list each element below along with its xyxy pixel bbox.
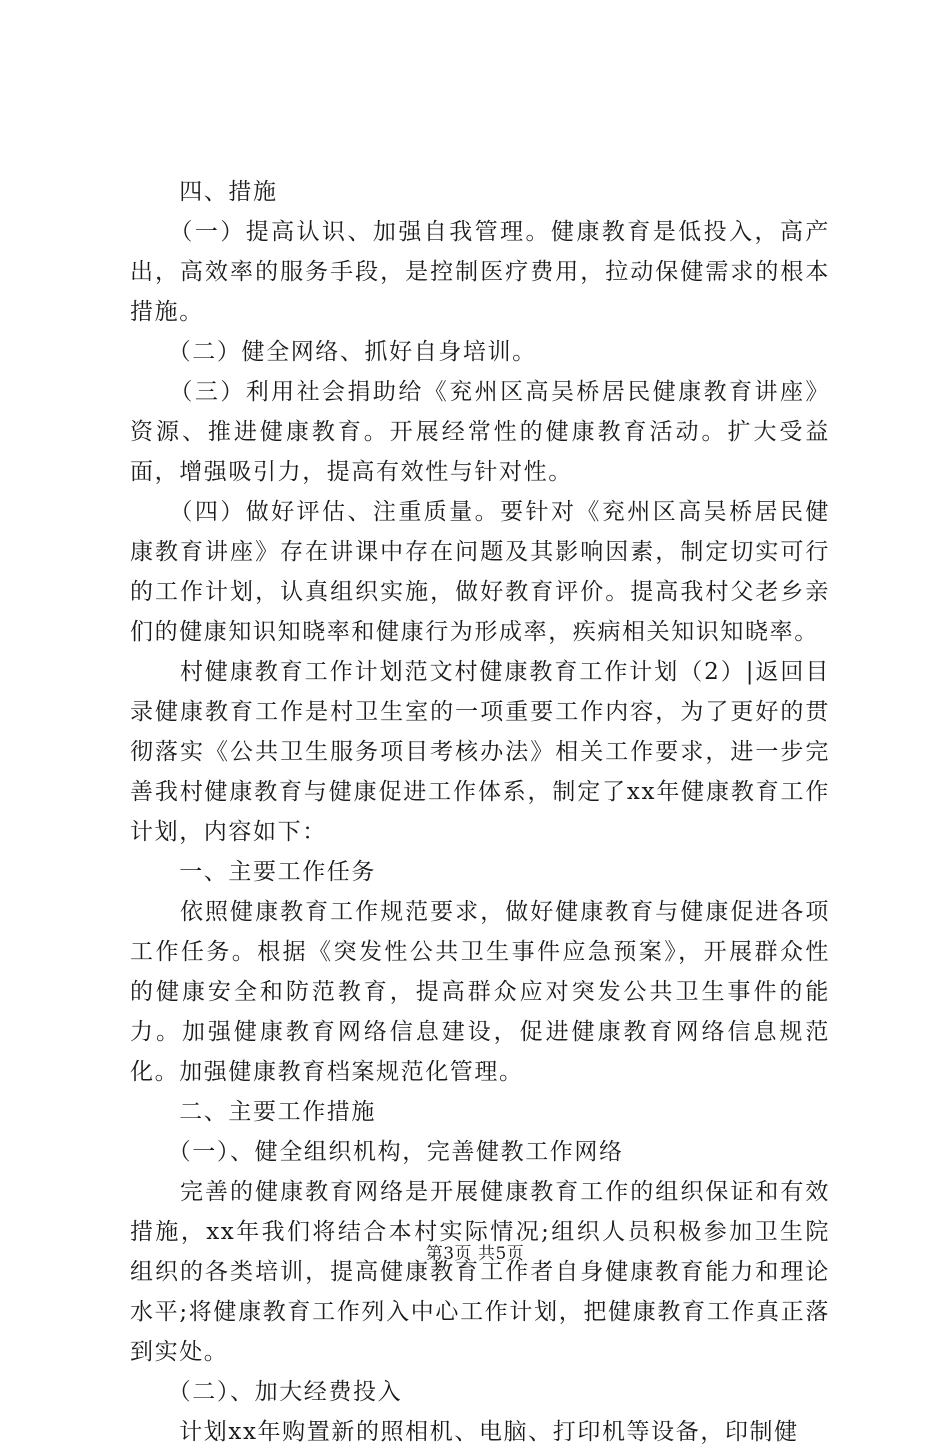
heading-main-tasks: 一、主要工作任务 [130, 859, 376, 885]
subheading-organization: （一）、健全组织机构，完善健教工作网络 [130, 1139, 624, 1165]
subheading-funding: （二）、加大经费投入 [130, 1379, 403, 1405]
paragraph-organization: 完善的健康教育网络是开展健康教育工作的组织保证和有效措施，xx年我们将结合本村实际情况;组织人员积极参加卫生院组织的各类培训，提高健康教育工作者自身健康教育能力和理论水平;将健康教育工作列入中心工作计划，把健康教育工作真正落到实处。 [130, 1179, 830, 1365]
paragraph-measure-4: （四）做好评估、注重质量。要针对《兖州区高吴桥居民健康教育讲座》存在讲课中存在问题及其影响因素，制定切实可行的工作计划，认真组织实施，做好教育评价。提高我村父老乡亲们的健康知识知晓率和健康行为形成率，疾病相关知识知晓率。 [130, 499, 830, 645]
paragraph-plan-intro: 村健康教育工作计划范文村健康教育工作计划（2）|返回目录健康教育工作是村卫生室的一项重要工作内容，为了更好的贯彻落实《公共卫生服务项目考核办法》相关工作要求，进一步完善我村健康教育与健康促进工作体系，制定了xx年健康教育工作计划，内容如下： [130, 659, 830, 845]
paragraph-measure-2: （二）健全网络、抓好自身培训。 [130, 339, 537, 365]
paragraph-measure-3: （三）利用社会捐助给《兖州区高吴桥居民健康教育讲座》资源、推进健康教育。开展经常性的健康教育活动。扩大受益面，增强吸引力，提高有效性与针对性。 [130, 379, 830, 485]
page-footer: 第3页 共5页 [425, 1244, 525, 1264]
heading-main-measures: 二、主要工作措施 [130, 1099, 376, 1125]
paragraph-measure-1: （一）提高认识、加强自我管理。健康教育是低投入，高产出，高效率的服务手段，是控制医疗费用，拉动保健需求的根本措施。 [130, 219, 830, 325]
paragraph-main-tasks: 依照健康教育工作规范要求，做好健康教育与健康促进各项工作任务。根据《突发性公共卫生事件应急预案》，开展群众性的健康安全和防范教育，提高群众应对突发公共卫生事件的能力。加强健康教育网络信息建设，促进健康教育网络信息规范化。加强健康教育档案规范化管理。 [130, 899, 830, 1085]
paragraph-funding: 计划xx年购置新的照相机、电脑、打印机等设备，印制健 [130, 1419, 799, 1445]
heading-measures: 四、措施 [130, 179, 278, 205]
